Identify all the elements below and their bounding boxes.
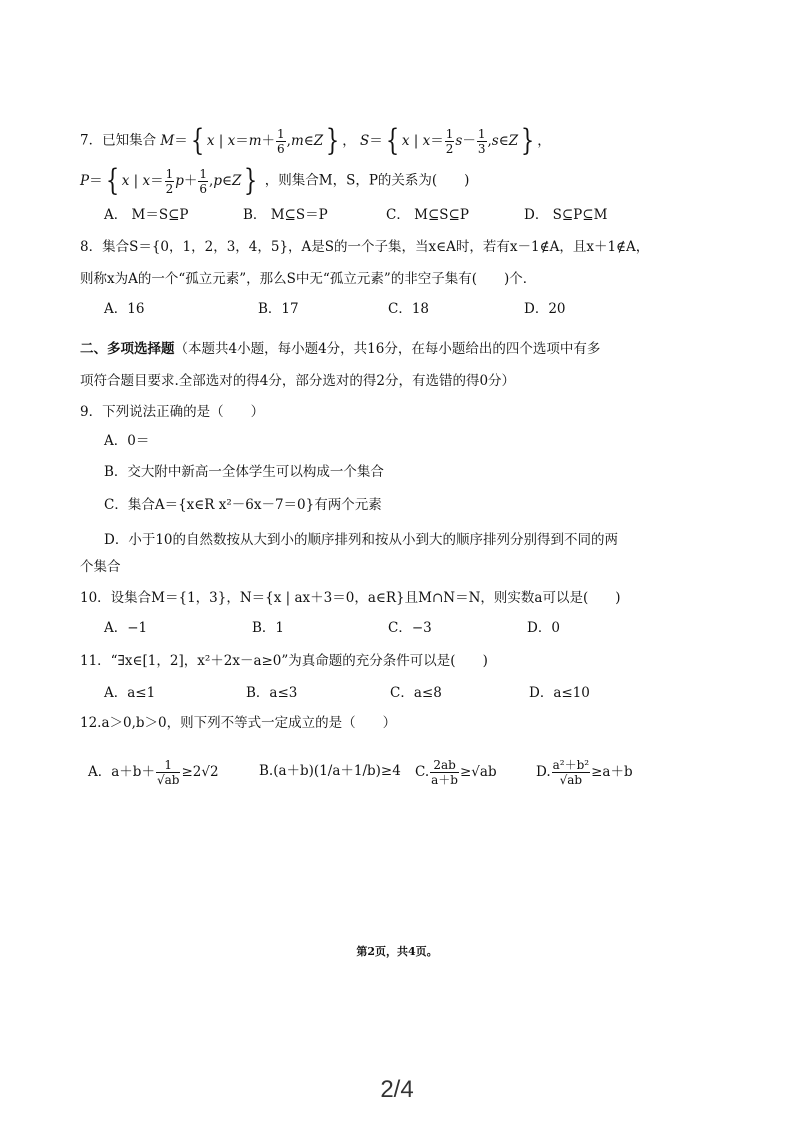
q8-option-b: B．17	[258, 301, 299, 317]
q9-stem: 9．下列说法正确的是（ ）	[80, 404, 265, 420]
q12-option-a	[88, 758, 219, 787]
section2-desc2: 项符合题目要求.全部选对的得4分，部分选对的得2分，有选错的得0分）	[80, 373, 516, 389]
q12-option-c-suffix: ≥√ab	[459, 764, 497, 780]
q8-option-d: D．20	[524, 301, 566, 317]
q7-stem-end: ，则集合M，S，P的关系为( )	[264, 172, 470, 189]
q12-option-b: B.(a＋b)(1/a＋1/b)≥4	[259, 763, 401, 779]
q9-option-d-line2: 个集合	[80, 559, 121, 575]
q12-option-a-suffix: ≥2√2	[181, 764, 219, 780]
page-footer: 第2页，共4页。	[356, 945, 438, 958]
q12-option-a-numerator: 1	[164, 758, 173, 772]
q12-option-d	[536, 758, 633, 787]
q8-option-c: C．18	[388, 301, 430, 317]
q7-line1	[80, 123, 551, 158]
q12-option-d-numerator: a²＋b²	[552, 758, 590, 772]
q12-option-d-prefix: D.	[536, 764, 551, 780]
q12-option-c-prefix: C.	[415, 764, 430, 780]
q11-option-b: B．a≤3	[246, 685, 298, 701]
q9-option-d-line1: D．小于10的自然数按从大到小的顺序排列和按从小到大的顺序排列分别得到不同的两	[104, 532, 619, 548]
section2-desc1: （本题共4小题，每小题4分，共16分，在每小题给出的四个选项中有多	[174, 341, 601, 357]
q10-stem: 10．设集合M＝{1，3}，N＝{x | ax＋3＝0，a∈R}且M∩N＝N，则实数a可以是( )	[80, 590, 621, 606]
q9-option-c: C．集合A＝{x∈R x²－6x－7＝0}有两个元素	[104, 497, 382, 513]
q7-option-c: C． M⊆S⊆P	[386, 207, 469, 223]
q12-option-a-prefix: A．a＋b＋	[88, 764, 155, 780]
q9-option-b: B．交大附中新高一全体学生可以构成一个集合	[104, 464, 384, 480]
q12-option-c-fraction	[430, 758, 459, 787]
q8-line2: 则称x为A的一个“孤立元素”，那么S中无“孤立元素”的非空子集有( )个．	[80, 271, 537, 287]
q8-line1: 8．集合S＝{0，1，2，3，4，5}，A是S的一个子集，当x∈A时，若有x－1∉A，且x＋1∉A，	[80, 239, 650, 255]
q10-option-d: D．0	[527, 620, 560, 636]
q12-option-d-denominator: √ab	[552, 772, 590, 787]
q7-line2	[80, 163, 470, 198]
q11-option-a: A．a≤1	[104, 685, 156, 701]
q12-option-a-fraction	[156, 758, 180, 787]
q12-option-c-denominator: a＋b	[431, 773, 458, 787]
q10-option-c: C．−3	[388, 620, 432, 636]
section2-title: 二、多项选择题	[80, 341, 175, 357]
q11-stem: 11．“∃x∈[1，2]，x²＋2x－a≥0”为真命题的充分条件可以是( )	[80, 653, 488, 669]
page-number: 2/4	[380, 1076, 414, 1103]
q7-P-definition: P＝{ x | x＝ $\frac{1}{2}$ p＋ $\frac{1}{6}$ ,p∈Z}	[80, 163, 258, 198]
q7-prefix: 7．已知集合	[80, 132, 157, 149]
q7-M-definition: M＝{ x | x＝m＋ $\frac{1}{6}$ ,m∈Z} ， S＝{ x | x＝ $\frac{1}{2}$ s－ $\frac{1}{3}$ ,s∈Z} ，	[160, 123, 551, 158]
q10-option-a: A．−1	[104, 620, 148, 636]
q12-option-d-suffix: ≥a＋b	[591, 764, 633, 780]
q7-option-d: D． S⊆P⊆M	[524, 207, 608, 223]
q12-option-a-denominator: √ab	[156, 773, 180, 787]
q12-option-c	[415, 758, 497, 787]
q12-option-c-numerator: 2ab	[433, 758, 456, 772]
q7-option-b: B． M⊆S＝P	[243, 207, 328, 223]
q12-option-d-fraction	[552, 758, 590, 787]
q11-option-c: C．a≤8	[390, 685, 442, 701]
q12-stem: 12.a＞0,b＞0，则下列不等式一定成立的是（ ）	[80, 715, 397, 731]
section2-header	[80, 340, 600, 358]
q9-option-a: A．0＝	[104, 433, 150, 449]
q10-option-b: B．1	[252, 620, 285, 636]
q11-option-d: D．a≤10	[529, 685, 590, 701]
q7-option-a: A． M＝S⊆P	[104, 207, 189, 223]
q8-option-a: A．16	[104, 301, 145, 317]
